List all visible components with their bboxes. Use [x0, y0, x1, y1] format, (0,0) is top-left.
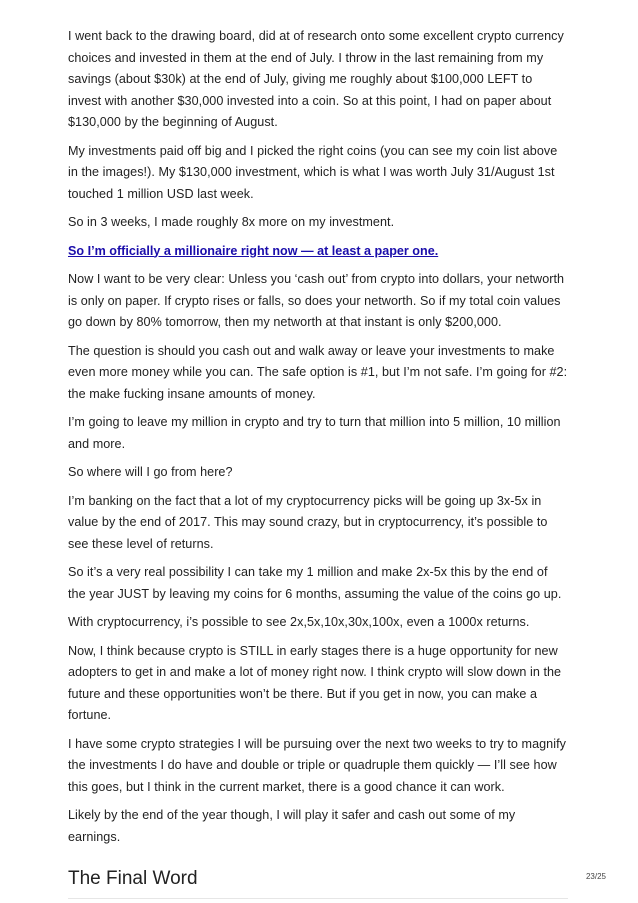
paragraph-banking-on-picks: I’m banking on the fact that a lot of my cryptocurrency picks will be going up 3x-5x in value by the end of 2017. This may sound crazy, but in cryptocurrency, it’s possible to see these level of returns.: [68, 493, 548, 551]
paragraph-leave-million: I’m going to leave my million in crypto and try to turn that million into 5 million, 10 million and more.: [68, 415, 561, 451]
paragraph-crypto-strategies: I have some crypto strategies I will be pursuing over the next two weeks to try to magnify the investments I do have and double or triple or quadruple them quickly — I’ll see how this goes, but I think in the current market, there is a good chance it can work.: [68, 736, 566, 794]
paragraph-real-possibility: So it’s a very real possibility I can take my 1 million and make 2x-5x this by the end of the year JUST by leaving my coins for 6 months, assuming the value of the coins go up.: [68, 565, 562, 601]
paragraph-cash-out-warning: Now I want to be very clear: Unless you ‘cash out’ from crypto into dollars, your networth is only on paper. If crypto rises or falls, so does your networth. So if my total coin values go down by 80% tomorrow, then my networth at that instant is only $200,000.: [68, 272, 565, 329]
paragraph-safe-option: The question is should you cash out and walk away or leave your investments to make even more money while you can. The safe option is #1, but I’m not safe. I’m going for #2: the make fucking insane amounts of money.: [68, 343, 568, 401]
paragraph-possible-returns: With cryptocurrency, i’s possible to see 2x,5x,10x,30x,100x, even a 1000x returns.: [68, 615, 530, 629]
page-number: 23/25: [585, 872, 606, 881]
paragraph-drawing-board: I went back to the drawing board, did at of research onto some excellent crypto currency choices and invested in them at the end of July. I throw in the last remaining from my savings (about $30k) at the end of July, giving me roughly about $100,000 LEFT to invest with another $30,000 invested into a coin. So at this point, I had on paper about $130,000 by the beginning of August.: [68, 29, 564, 129]
article-body: [68, 26, 568, 899]
section-heading-final-word: The Final Word: [68, 866, 568, 899]
paragraph-three-weeks: So in 3 weeks, I made roughly 8x more on my investment.: [68, 215, 395, 229]
paragraph-early-stages: Now, I think because crypto is STILL in early stages there is a huge opportunity for new adopters to get in and make a lot of money right now. I think crypto will slow down in the future and these opportunities won’t be there. But if you get in now, you can make a fortune.: [68, 643, 562, 722]
paragraph-where-from-here: So where will I go from here?: [68, 465, 233, 479]
paragraph-end-of-year: Likely by the end of the year though, I will play it safer and cash out some of my earnings.: [68, 808, 516, 844]
paragraph-investments-paid-off: My investments paid off big and I picked the right coins (you can see my coin list above in the images!). My $130,000 investment, which is what I was worth July 31/August 1st touched 1 million USD last week.: [68, 143, 558, 201]
millionaire-highlight-link[interactable]: So I’m officially a millionaire right now — at least a paper one.: [68, 243, 439, 258]
